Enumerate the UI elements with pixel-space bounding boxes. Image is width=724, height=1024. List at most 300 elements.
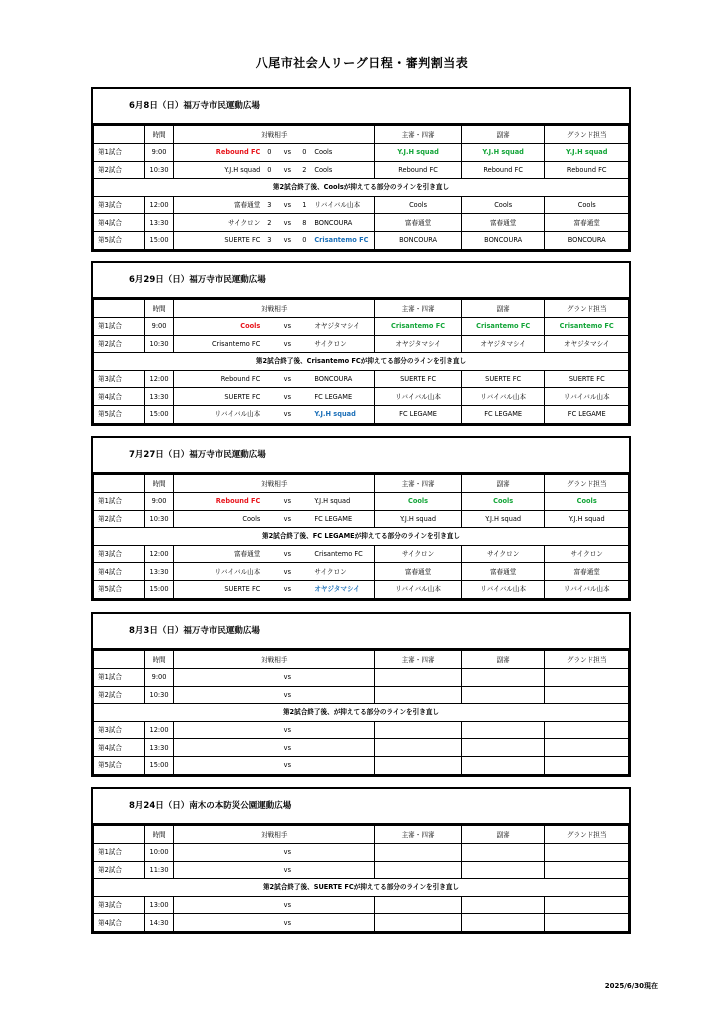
match-cell [174,563,375,581]
match-line [174,669,374,685]
header-ground: グランド担当 [545,475,629,493]
table-row [94,196,629,214]
match-line [174,371,374,387]
ground-duty: Crisantemo FC [545,318,629,336]
table-row [94,686,629,704]
table-row [94,844,629,862]
match-number: 第3試合 [94,196,145,214]
match-time: 9:00 [144,144,174,162]
match-time: 13:30 [144,214,174,232]
vs-label: vs [283,497,292,506]
match-line [174,389,374,405]
main-referee: Y.J.H squad [375,510,462,528]
assistant-referee [461,739,545,757]
match-line [174,862,374,878]
ground-duty: FC LEGAME [545,405,629,423]
match-number: 第1試合 [94,844,145,862]
home-team: SUERTE FC [224,392,261,401]
assistant-referee: BONCOURA [461,231,545,249]
table-row [94,756,629,774]
vs-label: vs [283,322,292,331]
main-referee: サイクロン [375,545,462,563]
header-ground: グランド担当 [545,651,629,669]
table-header-row [94,300,629,318]
header-asst-ref: 副審 [461,475,545,493]
header-ground: グランド担当 [545,126,629,144]
home-team: Cools [242,514,261,523]
assistant-referee: Crisantemo FC [461,318,545,336]
schedule-block [91,612,631,777]
assistant-referee [461,669,545,687]
main-referee [375,721,462,739]
away-team: Y.J.H squad [314,497,351,506]
header-cell-empty [94,126,145,144]
away-team: BONCOURA [314,375,353,384]
match-line [174,232,374,248]
note-row [94,353,629,371]
home-team: Rebound FC [215,497,261,506]
main-referee: Cools [375,493,462,511]
match-time: 15:00 [144,580,174,598]
match-cell [174,405,375,423]
ground-duty [545,739,629,757]
assistant-referee: 富春通堂 [461,214,545,232]
schedule-table [93,125,629,250]
away-team: オヤジタマシイ [314,322,360,331]
match-cell [174,580,375,598]
table-row [94,161,629,179]
assistant-referee: Rebound FC [461,161,545,179]
main-referee: Rebound FC [375,161,462,179]
line-redraw-note: 第2試合終了後、Crisantemo FCが抑えてる部分のラインを引き直し [94,353,629,371]
match-line [174,740,374,756]
match-line [174,722,374,738]
match-number: 第2試合 [94,861,145,879]
table-row [94,388,629,406]
vs-label: vs [283,848,292,857]
away-score: 2 [302,165,307,174]
match-number: 第3試合 [94,370,145,388]
match-number: 第5試合 [94,756,145,774]
main-referee [375,844,462,862]
main-referee: Y.J.H squad [375,144,462,162]
match-line [174,493,374,509]
ground-duty: サイクロン [545,545,629,563]
table-row [94,896,629,914]
table-row [94,231,629,249]
main-referee: BONCOURA [375,231,462,249]
assistant-referee [461,914,545,932]
home-score: 0 [267,148,272,157]
match-number: 第1試合 [94,669,145,687]
vs-label: vs [283,410,292,419]
home-team: サイクロン [227,218,261,227]
assistant-referee: リバイバル山本 [461,388,545,406]
match-cell [174,161,375,179]
away-score: 0 [302,236,307,245]
match-time: 12:00 [144,370,174,388]
main-referee: オヤジタマシイ [375,335,462,353]
vs-label: vs [283,673,292,682]
header-main-ref: 主審・四審 [375,126,462,144]
match-number: 第3試合 [94,721,145,739]
header-asst-ref: 副審 [461,651,545,669]
match-line [174,162,374,178]
header-time: 時間 [144,475,174,493]
away-score: 0 [302,148,307,157]
home-score: 2 [267,218,272,227]
match-number: 第3試合 [94,545,145,563]
header-match: 対戦相手 [174,651,375,669]
match-time: 9:00 [144,318,174,336]
table-row [94,669,629,687]
match-time: 13:30 [144,739,174,757]
vs-label: vs [283,761,292,770]
schedule-table [93,650,629,775]
match-number: 第4試合 [94,388,145,406]
assistant-referee: SUERTE FC [461,370,545,388]
match-cell [174,721,375,739]
header-match: 対戦相手 [174,475,375,493]
away-team: リバイバル山本 [314,201,361,210]
table-row [94,214,629,232]
match-line [174,687,374,703]
match-line [174,897,374,913]
ground-duty [545,861,629,879]
block-heading: 8月3日（日）福万寺市民運動広場 [93,614,629,650]
home-score: 3 [267,236,272,245]
header-cell-empty [94,300,145,318]
vs-label: vs [283,514,292,523]
match-time: 10:00 [144,844,174,862]
match-time: 9:00 [144,669,174,687]
main-referee [375,896,462,914]
match-cell [174,739,375,757]
vs-label: vs [283,339,292,348]
vs-label: vs [283,690,292,699]
table-row [94,318,629,336]
away-score: 8 [302,218,307,227]
match-cell [174,196,375,214]
schedule-table [93,299,629,424]
assistant-referee: 富春通堂 [461,563,545,581]
note-row [94,528,629,546]
ground-duty: Y.J.H squad [545,144,629,162]
table-row [94,510,629,528]
match-number: 第5試合 [94,405,145,423]
ground-duty [545,721,629,739]
match-number: 第5試合 [94,580,145,598]
match-time: 9:00 [144,493,174,511]
away-team: Crisantemo FC [314,550,363,559]
match-time: 14:30 [144,914,174,932]
away-team: FC LEGAME [314,514,353,523]
match-time: 11:30 [144,861,174,879]
ground-duty: リバイバル山本 [545,580,629,598]
match-line [174,336,374,352]
header-asst-ref: 副審 [461,126,545,144]
home-score: 0 [267,165,272,174]
schedule-block [91,261,631,426]
match-cell [174,370,375,388]
ground-duty: オヤジタマシイ [545,335,629,353]
match-time: 12:00 [144,196,174,214]
schedule-table [93,474,629,599]
assistant-referee [461,721,545,739]
home-team: Rebound FC [215,148,261,157]
match-time: 15:00 [144,405,174,423]
assistant-referee: FC LEGAME [461,405,545,423]
table-header-row [94,475,629,493]
header-ground: グランド担当 [545,826,629,844]
vs-label: vs [283,726,292,735]
match-cell [174,914,375,932]
away-team: サイクロン [314,567,347,576]
assistant-referee [461,861,545,879]
home-team: Rebound FC [220,375,261,384]
vs-label: vs [283,567,292,576]
block-heading: 7月27日（日）福万寺市民運動広場 [93,438,629,474]
main-referee [375,756,462,774]
header-match: 対戦相手 [174,300,375,318]
match-line [174,215,374,231]
block-heading: 6月8日（日）福万寺市民運動広場 [93,89,629,125]
match-number: 第4試合 [94,214,145,232]
match-time: 10:30 [144,510,174,528]
ground-duty [545,914,629,932]
match-time: 15:00 [144,756,174,774]
match-cell [174,844,375,862]
block-heading: 6月29日（日）福万寺市民運動広場 [93,263,629,299]
main-referee: FC LEGAME [375,405,462,423]
match-cell [174,493,375,511]
match-number: 第1試合 [94,318,145,336]
header-ground: グランド担当 [545,300,629,318]
match-cell [174,318,375,336]
match-line [174,581,374,597]
table-row [94,580,629,598]
match-cell [174,861,375,879]
schedule-block [91,787,631,934]
line-redraw-note: 第2試合終了後、が抑えてる部分のラインを引き直し [94,704,629,722]
header-main-ref: 主審・四審 [375,651,462,669]
schedule-block [91,87,631,252]
table-row [94,144,629,162]
note-row [94,179,629,197]
match-number: 第2試合 [94,161,145,179]
header-time: 時間 [144,126,174,144]
match-time: 10:30 [144,161,174,179]
ground-duty: SUERTE FC [545,370,629,388]
assistant-referee: Cools [461,196,545,214]
match-cell [174,686,375,704]
home-team: Cools [240,322,261,331]
header-match: 対戦相手 [174,126,375,144]
match-number: 第5試合 [94,231,145,249]
match-cell [174,545,375,563]
match-time: 10:30 [144,335,174,353]
vs-label: vs [283,165,292,174]
ground-duty: リバイバル山本 [545,388,629,406]
match-line [174,511,374,527]
match-number: 第4試合 [94,739,145,757]
match-number: 第1試合 [94,493,145,511]
header-main-ref: 主審・四審 [375,300,462,318]
header-time: 時間 [144,826,174,844]
note-row [94,879,629,897]
as-of-date: 2025/6/30現在 [604,982,658,990]
line-redraw-note: 第2試合終了後、Coolsが抑えてる部分のラインを引き直し [94,179,629,197]
table-header-row [94,826,629,844]
header-cell-empty [94,475,145,493]
vs-label: vs [283,201,292,210]
main-referee: リバイバル山本 [375,388,462,406]
match-cell [174,388,375,406]
table-row [94,914,629,932]
vs-label: vs [283,218,292,227]
vs-label: vs [283,236,292,245]
match-time: 12:00 [144,721,174,739]
assistant-referee: リバイバル山本 [461,580,545,598]
match-number: 第3試合 [94,896,145,914]
header-main-ref: 主審・四審 [375,826,462,844]
ground-duty: Cools [545,493,629,511]
ground-duty: Rebound FC [545,161,629,179]
match-number: 第2試合 [94,686,145,704]
table-row [94,721,629,739]
schedule-table [93,825,629,932]
line-redraw-note: 第2試合終了後、SUERTE FCが抑えてる部分のラインを引き直し [94,879,629,897]
table-row [94,493,629,511]
vs-label: vs [283,550,292,559]
assistant-referee [461,686,545,704]
ground-duty: Y.J.H squad [545,510,629,528]
table-row [94,563,629,581]
home-team: Y.J.H squad [224,165,261,174]
ground-duty [545,896,629,914]
away-team: BONCOURA [314,218,353,227]
table-row [94,335,629,353]
match-line [174,197,374,213]
match-cell [174,335,375,353]
match-time: 10:30 [144,686,174,704]
home-team: リバイバル山本 [214,410,261,419]
ground-duty: Cools [545,196,629,214]
away-team: サイクロン [314,339,347,348]
match-line [174,915,374,931]
vs-label: vs [283,865,292,874]
away-team: Cools [314,148,333,157]
assistant-referee: Cools [461,493,545,511]
main-referee: Crisantemo FC [375,318,462,336]
main-referee [375,686,462,704]
vs-label: vs [283,148,292,157]
match-time: 13:00 [144,896,174,914]
ground-duty [545,756,629,774]
match-cell [174,669,375,687]
match-line [174,318,374,334]
match-number: 第2試合 [94,335,145,353]
match-line [174,546,374,562]
match-number: 第2試合 [94,510,145,528]
match-cell [174,896,375,914]
table-row [94,739,629,757]
main-referee [375,669,462,687]
match-time: 15:00 [144,231,174,249]
main-referee: SUERTE FC [375,370,462,388]
home-team: 富春通堂 [233,550,261,559]
main-referee: Cools [375,196,462,214]
ground-duty: BONCOURA [545,231,629,249]
home-team: Crisantemo FC [211,339,261,348]
vs-label: vs [283,743,292,752]
header-main-ref: 主審・四審 [375,475,462,493]
ground-duty [545,669,629,687]
main-referee: リバイバル山本 [375,580,462,598]
match-time: 13:30 [144,388,174,406]
header-cell-empty [94,651,145,669]
assistant-referee: Y.J.H squad [461,510,545,528]
table-row [94,405,629,423]
match-line [174,844,374,860]
away-team: Y.J.H squad [314,410,356,419]
ground-duty: 富春通堂 [545,214,629,232]
line-redraw-note: 第2試合終了後、FC LEGAMEが抑えてる部分のラインを引き直し [94,528,629,546]
header-asst-ref: 副審 [461,826,545,844]
table-header-row [94,651,629,669]
header-cell-empty [94,826,145,844]
vs-label: vs [283,901,292,910]
home-team: SUERTE FC [224,236,261,245]
table-header-row [94,126,629,144]
ground-duty [545,844,629,862]
table-row [94,545,629,563]
match-line [174,406,374,422]
match-line [174,757,374,773]
page-title: 八尾市社会人リーグ日程・審判割当表 [255,56,469,70]
match-cell [174,510,375,528]
home-team: SUERTE FC [224,585,261,594]
assistant-referee: オヤジタマシイ [461,335,545,353]
header-match: 対戦相手 [174,826,375,844]
header-time: 時間 [144,300,174,318]
main-referee: 富春通堂 [375,214,462,232]
match-time: 13:30 [144,563,174,581]
assistant-referee [461,896,545,914]
match-number: 第4試合 [94,563,145,581]
note-row [94,704,629,722]
home-team: 富春通堂 [233,201,261,210]
match-line [174,144,374,160]
vs-label: vs [283,585,292,594]
home-team: リバイバル山本 [214,567,261,576]
main-referee: 富春通堂 [375,563,462,581]
away-team: オヤジタマシイ [314,585,360,594]
away-team: Cools [314,165,333,174]
match-number: 第4試合 [94,914,145,932]
main-referee [375,861,462,879]
match-number: 第1試合 [94,144,145,162]
vs-label: vs [283,918,292,927]
match-cell [174,144,375,162]
match-cell [174,214,375,232]
match-line [174,564,374,580]
match-time: 12:00 [144,545,174,563]
assistant-referee: サイクロン [461,545,545,563]
header-asst-ref: 副審 [461,300,545,318]
main-referee [375,739,462,757]
assistant-referee: Y.J.H squad [461,144,545,162]
